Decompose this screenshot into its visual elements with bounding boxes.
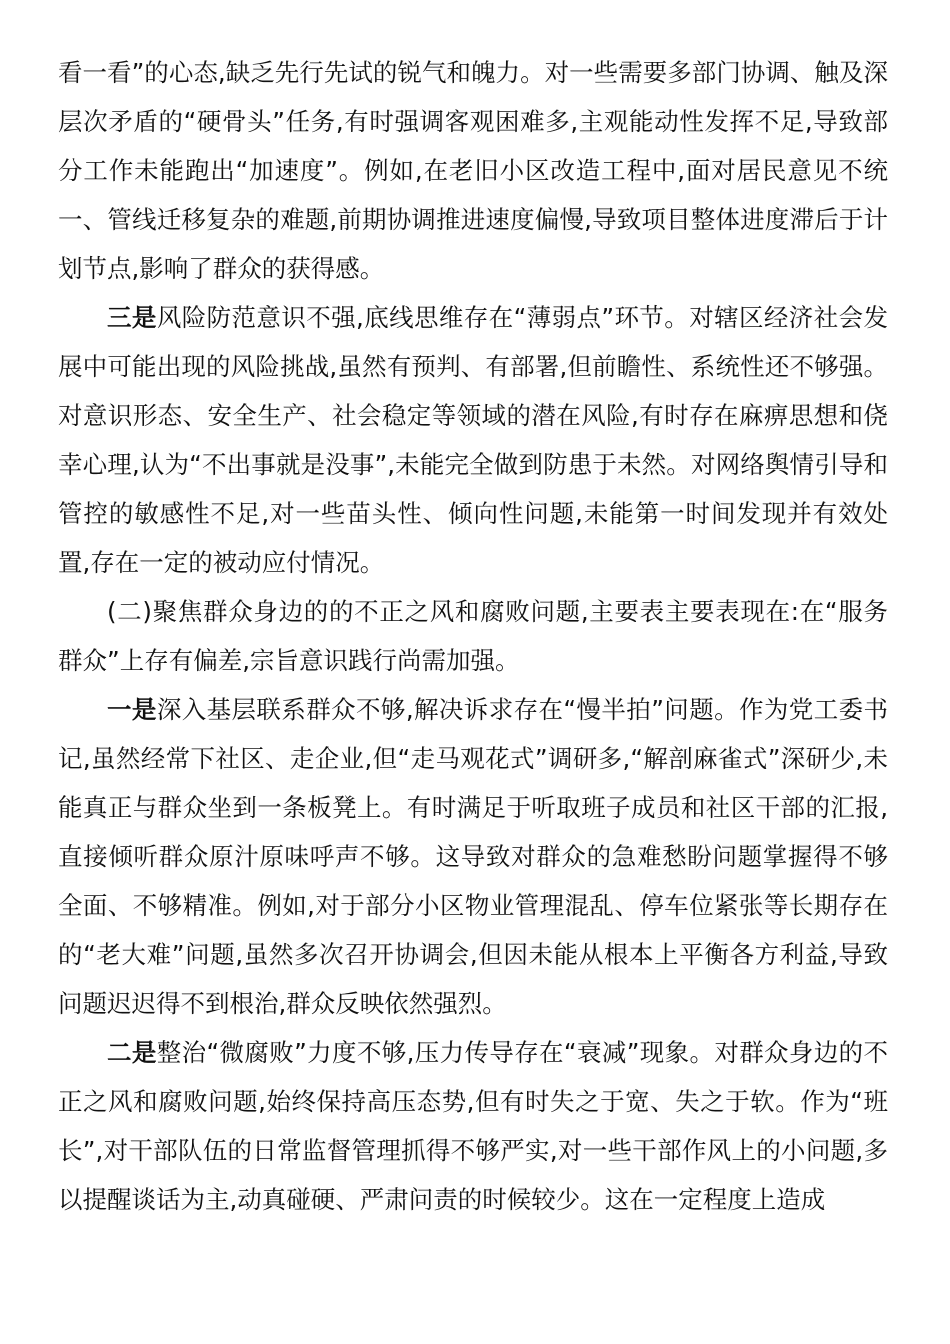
paragraph-point-one xyxy=(58,685,888,1028)
paragraph-text: 风险防范意识不强,底线思维存在“薄弱点”环节。对辖区经济社会发展中可能出现的风险挑战,虽然有预判、有部署,但前瞻性、系统性还不够强。对意识形态、安全生产、社会稳定等领域的潜在风险,有时存在麻痹思想和侥幸心理,认为“不出事就是没事”,未能完全做到防患于未然。对网络舆情引导和管控的敏感性不足,对一些苗头性、倾向性问题,未能第一时间发现并有效处置,存在一定的被动应付情况。 xyxy=(58,303,889,577)
paragraph-lead: 二是 xyxy=(107,1038,157,1067)
paragraph-text: (二)聚焦群众身边的的不正之风和腐败问题,主要表主要表现在:在“服务群众”上存有偏差,宗旨意识践行尚需加强。 xyxy=(58,597,888,675)
paragraph-point-three xyxy=(58,293,888,587)
paragraph-text: 深入基层联系群众不够,解决诉求存在“慢半拍”问题。作为党工委书记,虽然经常下社区、走企业,但“走马观花式”调研多,“解剖麻雀式”深研少,未能真正与群众坐到一条板凳上。有时满足于听取班子成员和社区干部的汇报,直接倾听群众原汁原味呼声不够。这导致对群众的急难愁盼问题掌握得不够全面、不够精准。例如,对于部分小区物业管理混乱、停车位紧张等长期存在的“老大难”问题,虽然多次召开协调会,但因未能从根本上平衡各方利益,导致问题迟迟得不到根治,群众反映依然强烈。 xyxy=(58,695,889,1018)
paragraph-text: 整治“微腐败”力度不够,压力传导存在“衰减”现象。对群众身边的不正之风和腐败问题,始终保持高压态势,但有时失之于宽、失之于软。作为“班长”,对干部队伍的日常监督管理抓得不够严实,对一些干部作风上的小问题,多以提醒谈话为主,动真碰硬、严肃问责的时候较少。这在一定程度上造成 xyxy=(58,1038,889,1214)
paragraph-point-two xyxy=(58,1028,888,1224)
paragraph-lead: 三是 xyxy=(107,303,157,332)
paragraph-continuation xyxy=(58,48,888,293)
paragraph-section-two xyxy=(58,587,888,685)
paragraph-lead: 一是 xyxy=(107,695,157,724)
paragraph-text: 看一看”的心态,缺乏先行先试的锐气和魄力。对一些需要多部门协调、触及深层次矛盾的“硬骨头”任务,有时强调客观困难多,主观能动性发挥不足,导致部分工作未能跑出“加速度”。例如,在老旧小区改造工程中,面对居民意见不统一、管线迁移复杂的难题,前期协调推进速度偏慢,导致项目整体进度滞后于计划节点,影响了群众的获得感。 xyxy=(58,58,888,283)
